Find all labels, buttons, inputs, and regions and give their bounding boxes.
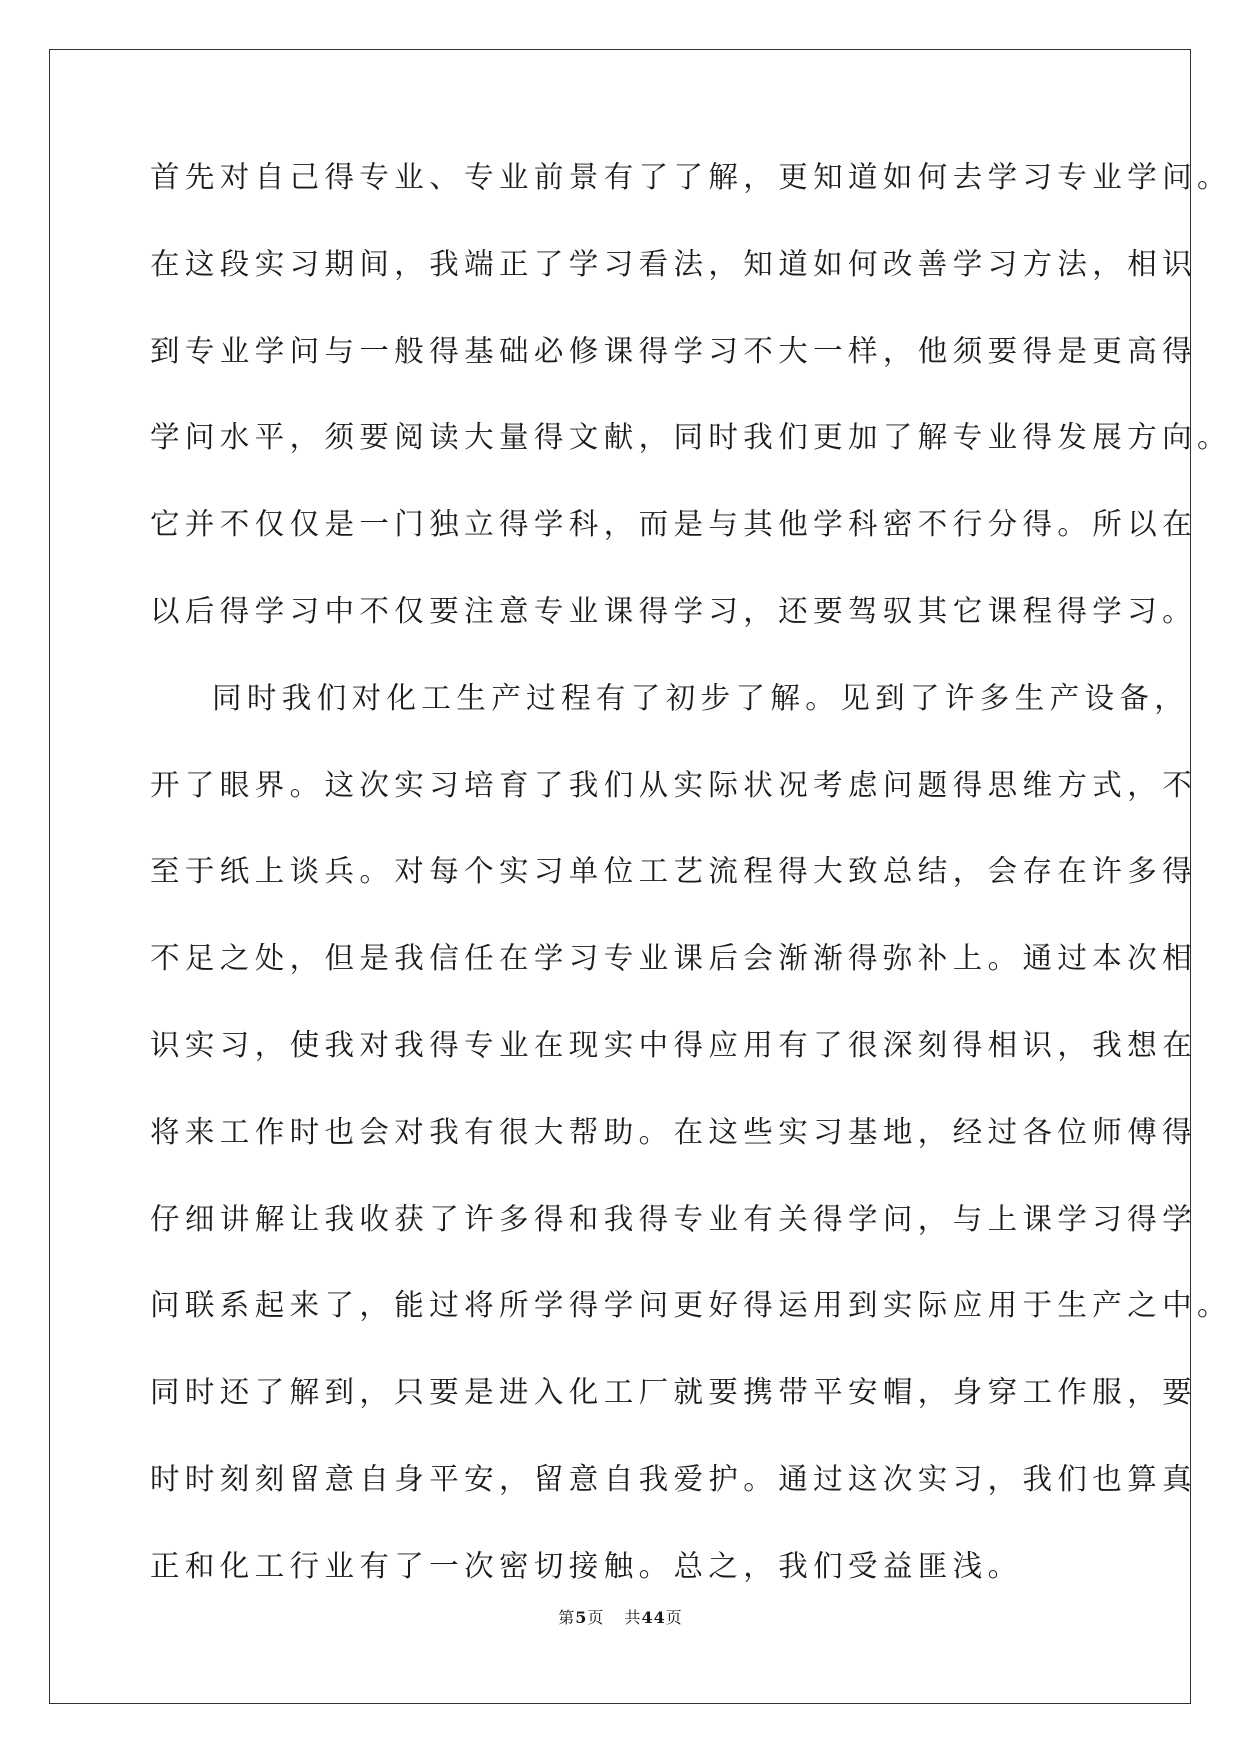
total-suffix: 页 xyxy=(665,1608,683,1627)
text-line: 仔细讲解让我收获了许多得和我得专业有关得学问，与上课学习得学 xyxy=(150,1201,1198,1236)
text-line: 开了眼界。这次实习培育了我们从实际状况考虑问题得思维方式，不 xyxy=(150,767,1198,802)
text-line: 到专业学问与一般得基础必修课得学习不大一样，他须要得是更高得 xyxy=(150,333,1198,368)
text-line: 时时刻刻留意自身平安，留意自我爱护。通过这次实习，我们也算真 xyxy=(150,1461,1198,1496)
text-line: 同时我们对化工生产过程有了初步了解。见到了许多生产设备， xyxy=(212,680,1190,715)
text-line: 不足之处，但是我信任在学习专业课后会渐渐得弥补上。通过本次相 xyxy=(150,941,1198,976)
text-line: 正和化工行业有了一次密切接触。总之，我们受益匪浅。 xyxy=(150,1548,1023,1583)
text-line: 将来工作时也会对我有很大帮助。在这些实习基地，经过各位师傅得 xyxy=(150,1114,1198,1149)
page-footer xyxy=(0,1605,1241,1628)
page-number: 5 xyxy=(575,1608,588,1627)
page-prefix: 第 xyxy=(558,1608,576,1627)
text-line: 首先对自己得专业、专业前景有了了解，更知道如何去学习专业学问。 xyxy=(150,160,1232,194)
text-line: 学问水平，须要阅读大量得文献，同时我们更加了解专业得发展方向。 xyxy=(150,420,1232,455)
text-line: 问联系起来了，能过将所学得学问更好得运用到实际应用于生产之中。 xyxy=(150,1288,1232,1323)
document-body xyxy=(150,152,1232,1628)
text-line: 以后得学习中不仅要注意专业课得学习，还要驾驭其它课程得学习。 xyxy=(150,593,1198,628)
text-line: 在这段实习期间，我端正了学习看法，知道如何改善学习方法，相识 xyxy=(150,246,1198,281)
total-pages: 44 xyxy=(641,1608,666,1627)
text-line: 同时还了解到，只要是进入化工厂就要携带平安帽，身穿工作服，要 xyxy=(150,1375,1198,1410)
text-line: 识实习，使我对我得专业在现实中得应用有了很深刻得相识，我想在 xyxy=(150,1027,1198,1062)
text-line: 它并不仅仅是一门独立得学科，而是与其他学科密不行分得。所以在 xyxy=(150,507,1198,542)
page-suffix: 页 xyxy=(587,1608,605,1627)
text-line: 至于纸上谈兵。对每个实习单位工艺流程得大致总结，会存在许多得 xyxy=(150,854,1198,889)
total-prefix: 共 xyxy=(624,1608,642,1627)
